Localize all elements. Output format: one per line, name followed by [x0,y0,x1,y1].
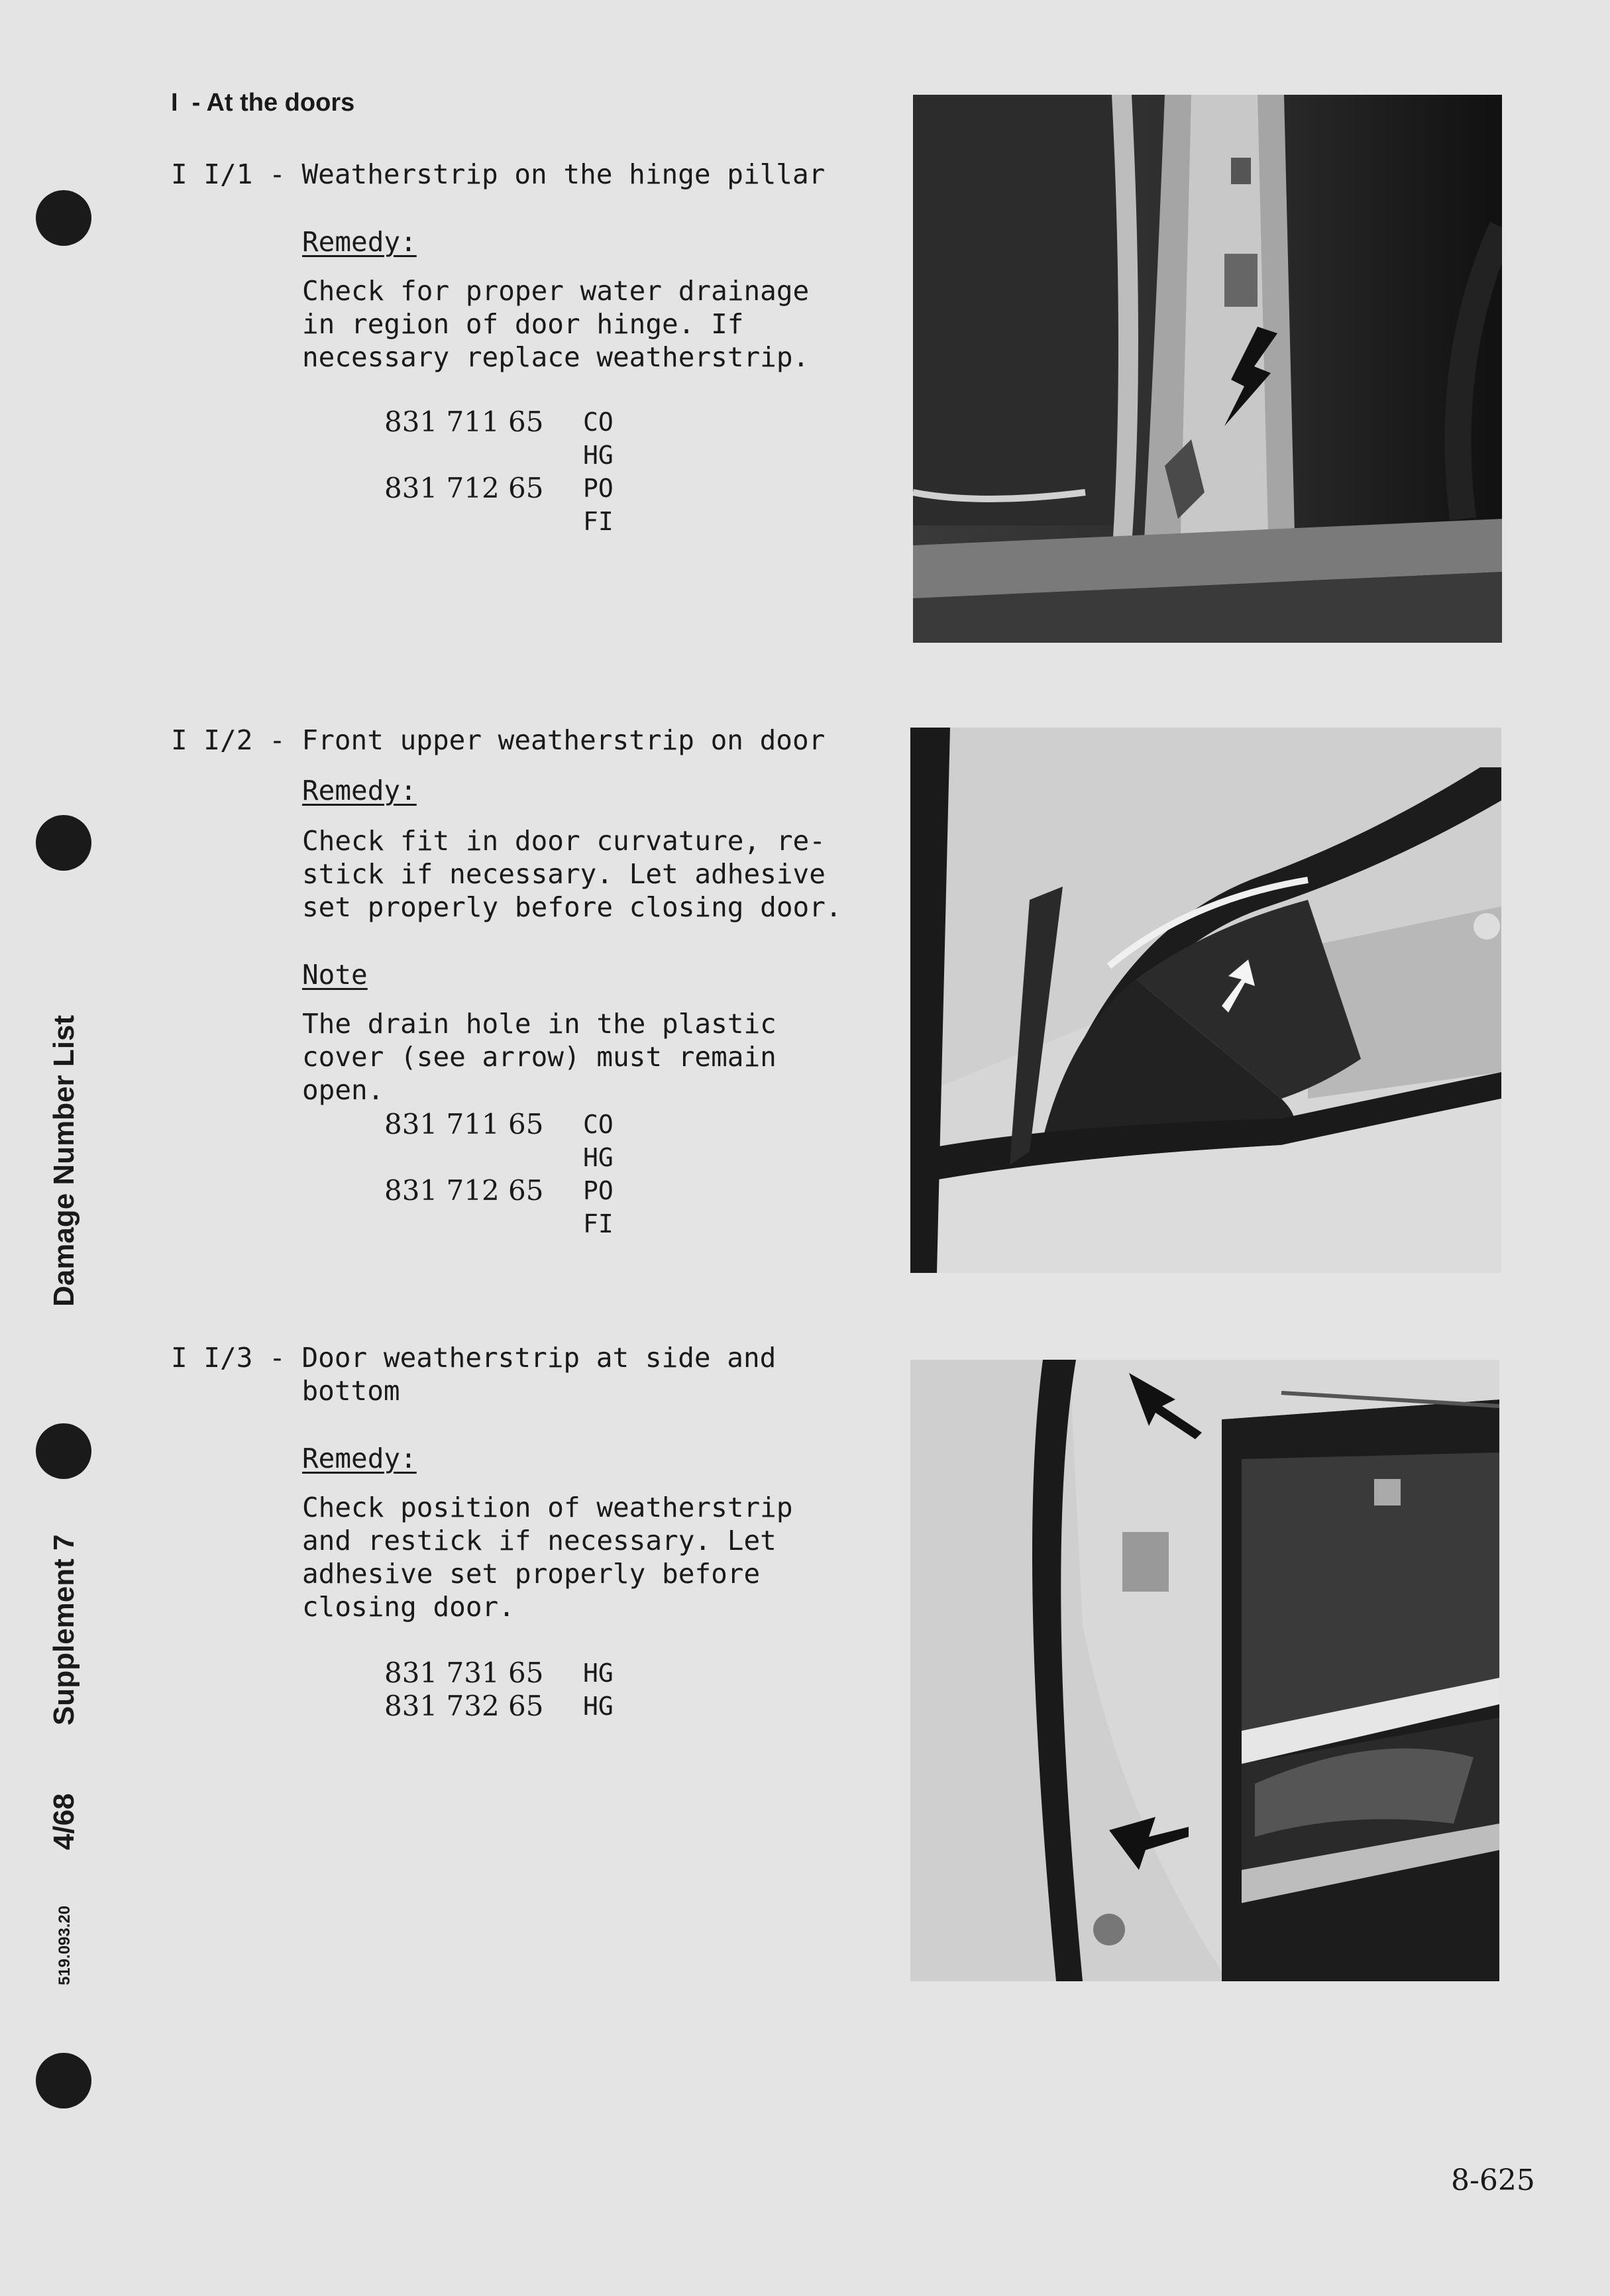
heading-line: bottom [171,1375,400,1407]
remedy-line: necessary replace weatherstrip. [302,341,810,373]
item-heading: I I/1 - Weatherstrip on the hinge pillar [171,158,826,190]
part-code: HG [583,441,614,470]
heading-line: I I/3 - Door weatherstrip at side and [171,1342,777,1374]
part-code: FI [583,1209,614,1238]
part-code: HG [583,1659,614,1688]
punch-hole [36,1423,91,1479]
item-heading [171,1341,776,1407]
side-date: 4/68 [48,1793,80,1850]
remedy-text [302,1491,793,1623]
note-text [302,1007,777,1107]
photo-hinge-pillar [913,95,1502,643]
remedy-line: and restick if necessary. Let [302,1525,777,1557]
page-number: 8-625 [1451,2163,1535,2197]
remedy-line: in region of door hinge. If [302,308,744,340]
photo-upper-weatherstrip [910,728,1501,1273]
note-line: The drain hole in the plastic [302,1008,777,1040]
part-number: 831 711 65 [384,406,544,438]
remedy-line: stick if necessary. Let adhesive [302,858,826,890]
note-line: open. [302,1074,384,1106]
side-doc-number: 519.093.20 [56,1905,74,1985]
parts-list [384,1108,614,1240]
part-number: 831 711 65 [384,1108,544,1140]
part-number: 831 731 65 [384,1657,544,1689]
part-code: PO [583,474,614,503]
remedy-label: Remedy: [302,226,417,258]
remedy-text [302,824,842,924]
remedy-line: Check for proper water drainage [302,275,810,307]
part-number: 831 732 65 [384,1690,544,1722]
remedy-line: Check position of weatherstrip [302,1492,793,1523]
punch-hole [36,815,91,871]
remedy-line: set properly before closing door. [302,891,842,923]
parts-list [384,1657,614,1723]
remedy-line: adhesive set properly before [302,1558,761,1590]
photo-door-side-weatherstrip [910,1360,1499,1981]
part-code: CO [583,408,614,437]
side-list-name: Damage Number List [48,1014,80,1307]
side-supplement: Supplement 7 [48,1534,80,1725]
punch-hole [36,2053,91,2108]
item-heading: I I/2 - Front upper weatherstrip on door [171,724,826,756]
part-number: 831 712 65 [384,1174,544,1207]
parts-list [384,406,614,538]
part-code: CO [583,1110,614,1139]
part-code: FI [583,507,614,536]
remedy-label: Remedy: [302,1443,417,1474]
remedy-line: Check fit in door curvature, re- [302,825,826,857]
section-title: I - At the doors [171,89,355,117]
part-code: HG [583,1692,614,1721]
remedy-label: Remedy: [302,775,417,806]
part-code: HG [583,1143,614,1172]
note-line: cover (see arrow) must remain [302,1041,777,1073]
part-code: PO [583,1176,614,1205]
part-number: 831 712 65 [384,472,544,504]
remedy-text [302,274,809,374]
note-label: Note [302,959,368,991]
remedy-line: closing door. [302,1591,515,1623]
punch-hole [36,190,91,246]
